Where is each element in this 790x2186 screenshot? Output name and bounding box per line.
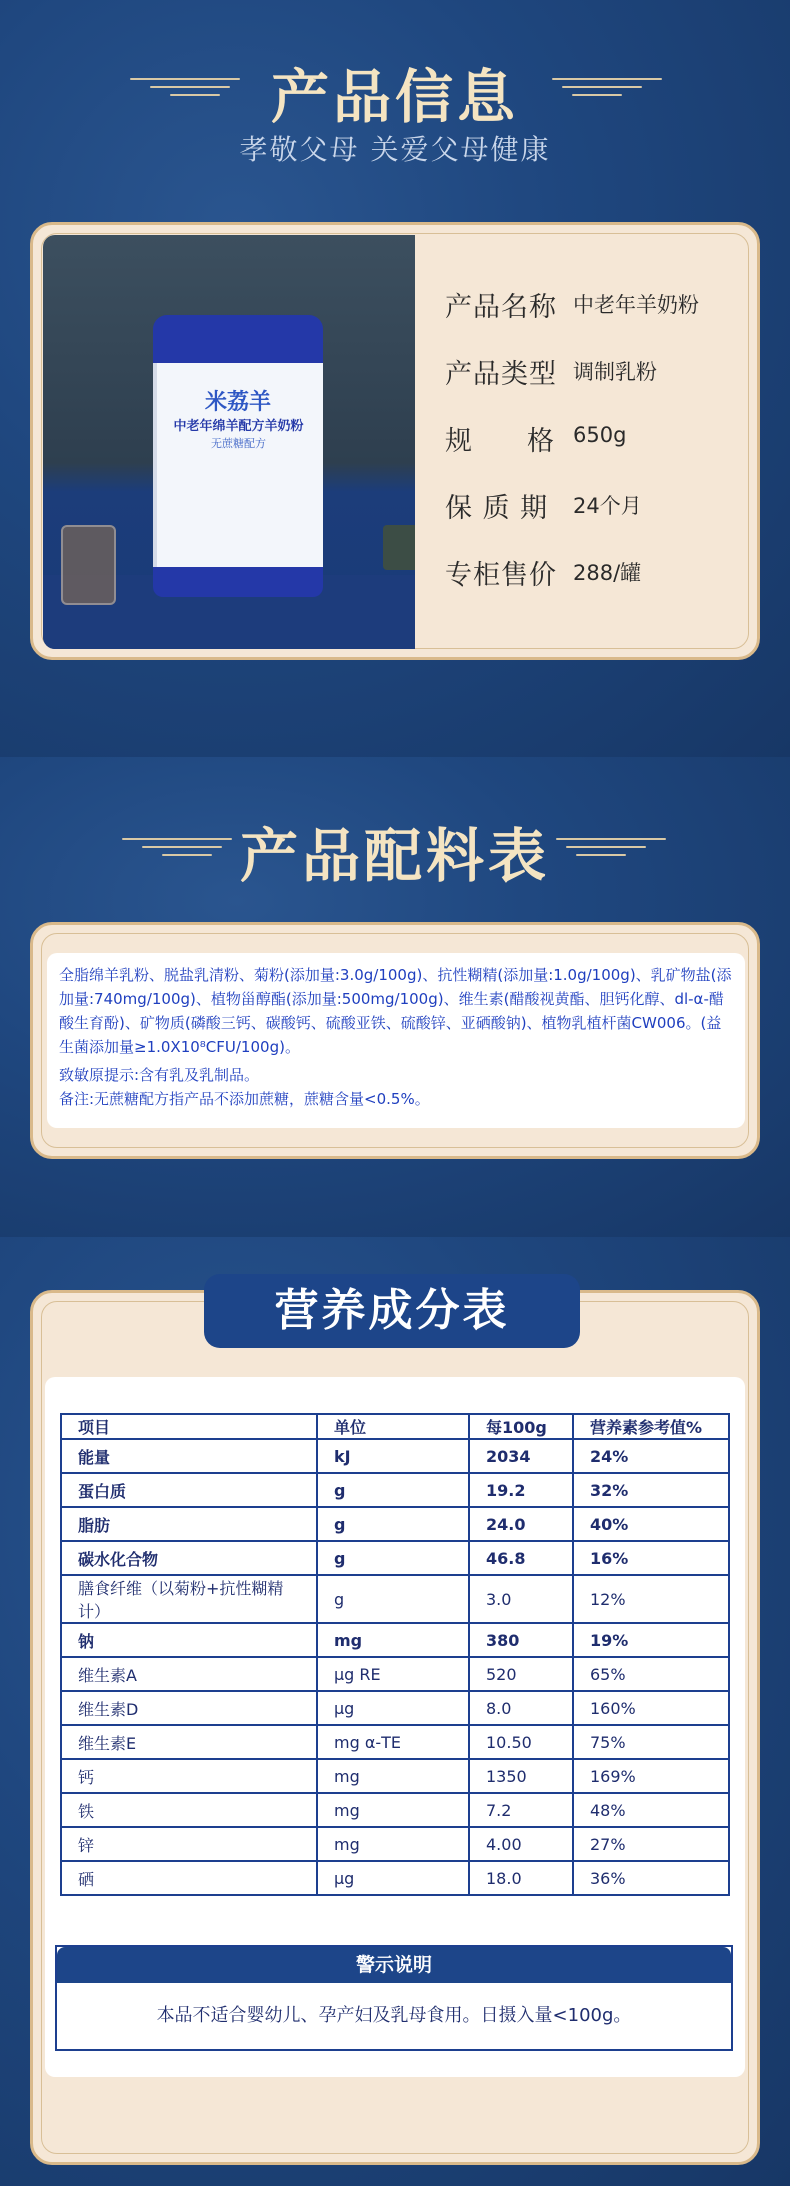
header-unit: 单位 — [317, 1414, 469, 1439]
cell-nrv: 24% — [573, 1439, 729, 1473]
info-label: 保 质 期 — [445, 493, 549, 524]
cell-per100g: 3.0 — [469, 1575, 573, 1623]
info-label: 规 格 — [445, 426, 568, 457]
header-item: 项目 — [61, 1414, 317, 1439]
header-nrv: 营养素参考值% — [573, 1414, 729, 1439]
info-label: 产品名称 — [445, 292, 557, 323]
cell-nrv: 36% — [573, 1861, 729, 1895]
table-row — [61, 1827, 729, 1861]
cell-unit: mg — [317, 1827, 469, 1861]
cell-item: 碳水化合物 — [61, 1541, 317, 1575]
table-row — [61, 1507, 729, 1541]
cell-unit: μg — [317, 1691, 469, 1725]
cell-nrv: 32% — [573, 1473, 729, 1507]
info-value: 24个月 — [573, 494, 642, 518]
cell-item: 钠 — [61, 1623, 317, 1657]
info-row-type — [435, 352, 755, 392]
info-row-price — [435, 553, 755, 593]
cell-unit: mg — [317, 1623, 469, 1657]
cell-per100g: 24.0 — [469, 1507, 573, 1541]
cell-item: 维生素A — [61, 1657, 317, 1691]
cell-per100g: 4.00 — [469, 1827, 573, 1861]
section-title: 产品配料表 — [239, 822, 550, 890]
cell-unit: g — [317, 1541, 469, 1575]
info-value: 中老年羊奶粉 — [573, 293, 699, 317]
cell-per100g: 10.50 — [469, 1725, 573, 1759]
can-sugar-free: 无蔗糖配方 — [211, 437, 266, 450]
table-row — [61, 1793, 729, 1827]
cell-unit: mg — [317, 1759, 469, 1793]
cup — [383, 525, 415, 570]
can-product-name: 中老年绵羊配方羊奶粉 — [173, 419, 304, 434]
info-row-name — [435, 285, 755, 325]
cell-per100g: 380 — [469, 1623, 573, 1657]
note-text: 备注:无蔗糖配方指产品不添加蔗糖，蔗糖含量<0.5%。 — [59, 1090, 430, 1108]
cell-nrv: 65% — [573, 1657, 729, 1691]
cell-nrv: 169% — [573, 1759, 729, 1793]
nutrition-table — [60, 1413, 730, 1896]
cell-nrv: 16% — [573, 1541, 729, 1575]
cell-unit: μg RE — [317, 1657, 469, 1691]
product-photo — [43, 235, 415, 649]
cell-item: 铁 — [61, 1793, 317, 1827]
cell-per100g: 1350 — [469, 1759, 573, 1793]
cell-unit: μg — [317, 1861, 469, 1895]
cell-item: 脂肪 — [61, 1507, 317, 1541]
cell-nrv: 75% — [573, 1725, 729, 1759]
table-row — [61, 1759, 729, 1793]
info-row-spec — [435, 419, 755, 459]
table-row — [61, 1575, 729, 1623]
header-per100g: 每100g — [469, 1414, 573, 1439]
cell-item: 锌 — [61, 1827, 317, 1861]
table-row — [61, 1861, 729, 1895]
cell-nrv: 40% — [573, 1507, 729, 1541]
section-title: 产品信息 — [270, 63, 519, 131]
warning-box — [55, 1945, 733, 2051]
cell-nrv: 12% — [573, 1575, 729, 1623]
cell-nrv: 19% — [573, 1623, 729, 1657]
cell-item: 膳食纤维（以菊粉+抗性糊精计） — [61, 1575, 317, 1623]
table-row — [61, 1623, 729, 1657]
product-info-card — [30, 222, 760, 660]
info-label: 专柜售价 — [445, 560, 557, 591]
cell-item: 维生素D — [61, 1691, 317, 1725]
warning-text: 本品不适合婴幼儿、孕产妇及乳母食用。日摄入量<100g。 — [156, 2005, 632, 2026]
cell-per100g: 8.0 — [469, 1691, 573, 1725]
cell-per100g: 520 — [469, 1657, 573, 1691]
cell-item: 蛋白质 — [61, 1473, 317, 1507]
table-row — [61, 1439, 729, 1473]
product-info-section — [0, 0, 790, 757]
cell-per100g: 2034 — [469, 1439, 573, 1473]
cell-item: 维生素E — [61, 1725, 317, 1759]
cell-item: 硒 — [61, 1861, 317, 1895]
cell-unit: g — [317, 1575, 469, 1623]
coffee-jar — [61, 525, 116, 605]
ingredients-text: 全脂绵羊乳粉、脱盐乳清粉、菊粉(添加量:3.0g/100g)、抗性糊精(添加量:1.0g/100g)、乳矿物盐(添加量:740mg/100g)、植物甾醇酯(添加量:500mg/100g)、维生素(醋酸视黄酯、胆钙化醇、dl-α-醋酸生育酚)、矿物质(磷酸三钙、碳酸钙、硫酸亚铁、硫酸锌、亚硒酸钠)、植物乳植杆菌CW006。(益生菌添加量≥1.0X10⁸CFU/100g)。 — [59, 966, 732, 1056]
cell-per100g: 7.2 — [469, 1793, 573, 1827]
cell-item: 能量 — [61, 1439, 317, 1473]
info-row-shelf-life — [435, 486, 755, 526]
cell-unit: g — [317, 1507, 469, 1541]
info-value: 288/罐 — [573, 561, 642, 585]
cell-unit: kJ — [317, 1439, 469, 1473]
nutrition-panel — [45, 1377, 745, 2077]
cell-item: 钙 — [61, 1759, 317, 1793]
cell-per100g: 46.8 — [469, 1541, 573, 1575]
ingredients-card — [30, 922, 760, 1159]
ingredients-box — [47, 953, 745, 1128]
info-value: 调制乳粉 — [573, 360, 657, 384]
warning-title: 警示说明 — [57, 1947, 731, 1983]
cell-per100g: 19.2 — [469, 1473, 573, 1507]
table-row — [61, 1657, 729, 1691]
nutrition-card — [30, 1290, 760, 2165]
allergen-text: 致敏原提示:含有乳及乳制品。 — [59, 1066, 260, 1084]
section-subtitle: 孝敬父母 关爱父母健康 — [239, 133, 551, 166]
cell-unit: mg α-TE — [317, 1725, 469, 1759]
cell-nrv: 48% — [573, 1793, 729, 1827]
table-row — [61, 1541, 729, 1575]
info-value: 650g — [573, 423, 627, 447]
nutrition-title: 营养成分表 — [204, 1274, 580, 1348]
table-row — [61, 1725, 729, 1759]
cell-nrv: 27% — [573, 1827, 729, 1861]
can-brand: 米荔羊 — [204, 390, 271, 415]
table-row — [61, 1473, 729, 1507]
table-header-row — [61, 1414, 729, 1439]
cell-unit: mg — [317, 1793, 469, 1827]
cell-nrv: 160% — [573, 1691, 729, 1725]
table-row — [61, 1691, 729, 1725]
info-label: 产品类型 — [445, 359, 557, 390]
cell-per100g: 18.0 — [469, 1861, 573, 1895]
cell-unit: g — [317, 1473, 469, 1507]
can-lid — [153, 315, 323, 370]
